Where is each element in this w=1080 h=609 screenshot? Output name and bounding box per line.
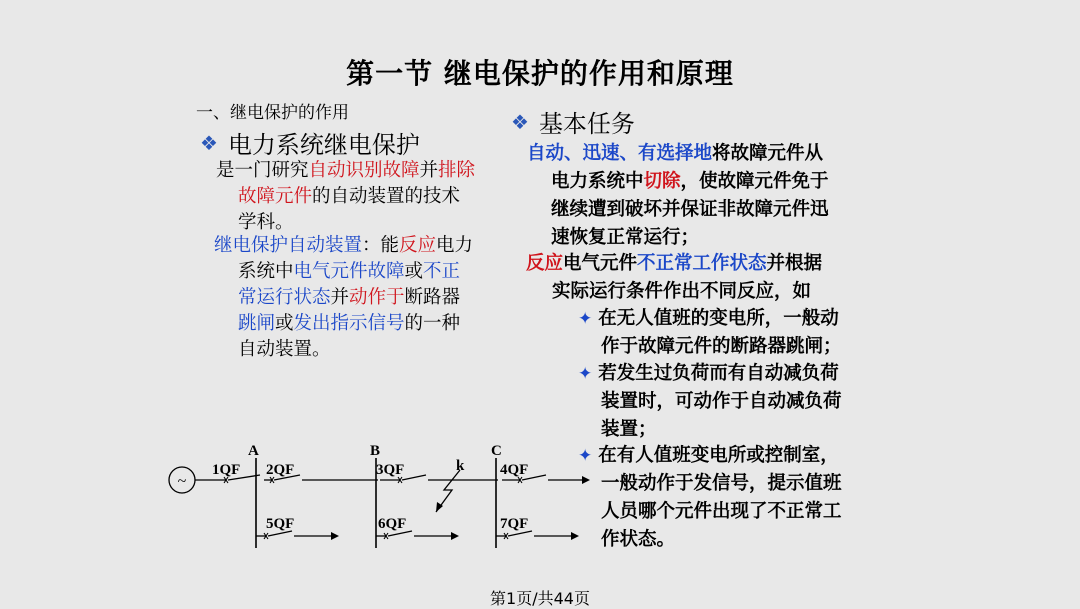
highlight-red: 排除 [438, 160, 476, 181]
generator-symbol-text: ~ [177, 473, 187, 490]
text: 或 [275, 313, 294, 334]
item-text: 若发生过负荷而有自动减负荷 [598, 363, 839, 384]
item-text: 作于故障元件的断路器跳闸； [601, 336, 842, 357]
item-text: 一般动作于发信号，提示值班 [601, 473, 842, 494]
arrowhead-icon [331, 532, 339, 540]
highlight-blue: 跳闸 [238, 313, 276, 334]
highlight-blue: 发出指示信号 [293, 313, 405, 334]
bus-label-c: C [491, 443, 502, 459]
highlight-blue: 自动、迅速、有选择地 [527, 143, 713, 164]
highlight-red: 动作于 [349, 287, 405, 308]
text: 并 [419, 160, 439, 181]
star-bullet-icon: ✦ [578, 446, 593, 466]
bus-label-b: B [370, 443, 381, 459]
left-heading-text: 电力系统继电保护 [227, 131, 420, 159]
text: 电气元件 [563, 253, 638, 274]
highlight-blue: 电气元件故障 [293, 261, 405, 282]
arrowhead-icon [571, 532, 579, 540]
breaker-label-1qf: 1QF [212, 462, 241, 478]
page-number: 第1页/共44页 [490, 589, 590, 608]
text: 的一种 [404, 313, 461, 334]
text: 并根据 [766, 253, 823, 274]
p2-line2: 实际运行条件作出不同反应，如 [552, 281, 812, 302]
highlight-blue: 不正 [423, 261, 461, 282]
item-text: 装置时，可动作于自动减负荷 [601, 391, 842, 412]
item-text: 装置； [601, 419, 657, 440]
text: 将故障元件从 [712, 143, 824, 164]
text: 并 [330, 287, 350, 308]
breaker-label-2qf: 2QF [266, 462, 295, 478]
text: 电力系统中 [551, 171, 644, 192]
text: 是一门研究 [216, 160, 309, 181]
text: 或 [404, 261, 424, 282]
fault-label-k: k [456, 458, 465, 474]
section-subtitle: 一、继电保护的作用 [196, 103, 349, 123]
highlight-red: 自动识别故障 [308, 160, 420, 181]
text: ：能 [362, 235, 400, 256]
diamond-bullet-icon: ❖ [200, 130, 218, 155]
text: 电力 [436, 235, 474, 256]
item-text: 在有人值班变电所或控制室， [598, 445, 839, 466]
star-bullet-icon: ✦ [578, 309, 593, 329]
highlight-red: 反应 [399, 235, 437, 256]
item-text: 在无人值班的变电所，一般动 [598, 308, 839, 329]
diamond-bullet-icon: ❖ [511, 109, 529, 134]
breaker-label-4qf: 4QF [500, 462, 529, 478]
item-text: 人员哪个元件出现了不正常工 [601, 501, 842, 522]
highlight-blue: 常运行状态 [238, 287, 331, 308]
highlight-red: 切除 [643, 171, 681, 192]
highlight-blue: 继电保护自动装置 [214, 235, 363, 256]
highlight-blue: 不正常工作状态 [637, 253, 767, 274]
def2-line5: 自动装置。 [238, 339, 331, 360]
text: 系统中 [238, 261, 294, 282]
star-bullet-icon: ✦ [578, 364, 593, 384]
page-title: 第一节 继电保护的作用和原理 [346, 57, 734, 90]
highlight-red: 反应 [526, 253, 564, 274]
breaker-label-5qf: 5QF [266, 516, 295, 532]
text: ，使故障元件免于 [680, 171, 829, 192]
p1-line3: 继续遭到破坏并保证非故障元件迅 [551, 199, 829, 220]
def1-line3: 学科。 [238, 212, 294, 233]
right-heading-text: 基本任务 [538, 110, 635, 138]
breaker-label-3qf: 3QF [376, 462, 405, 478]
arrowhead-icon [582, 476, 590, 484]
arrowhead-icon [451, 532, 459, 540]
item-text: 作状态。 [601, 529, 676, 550]
text: 断路器 [404, 287, 461, 308]
bus-label-a: A [248, 443, 259, 459]
breaker-label-7qf: 7QF [500, 516, 529, 532]
breaker-label-6qf: 6QF [378, 516, 407, 532]
highlight-red: 故障元件 [238, 186, 313, 207]
text: 的自动装置的技术 [312, 186, 461, 207]
p1-line4: 速恢复正常运行； [551, 227, 700, 248]
